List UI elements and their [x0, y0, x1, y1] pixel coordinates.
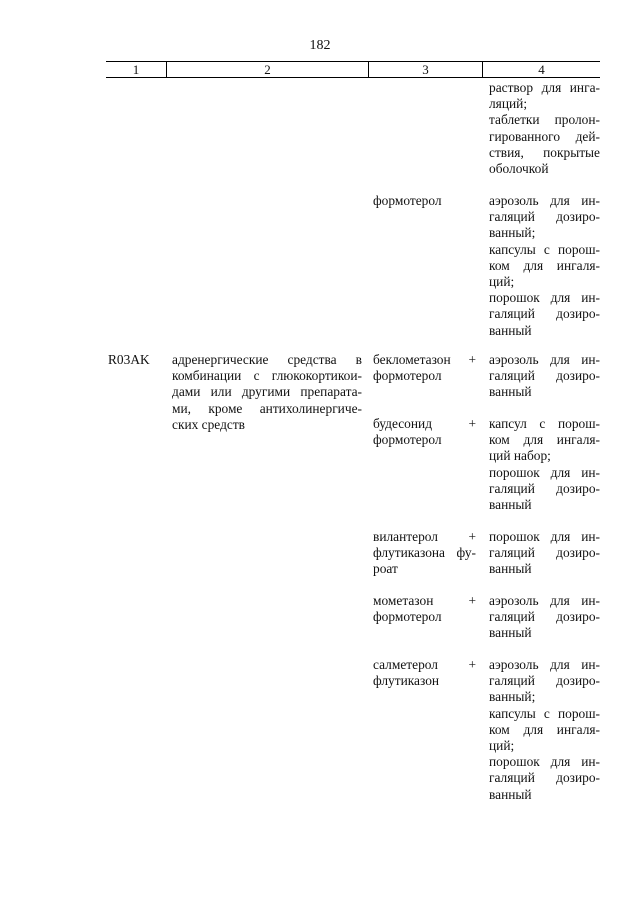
form-line: ванный; [489, 689, 536, 705]
form-line: аэрозоль для ин- [489, 657, 600, 672]
name-line: флутиказона фу- [373, 545, 476, 561]
form-line: порошок для ин- [489, 464, 600, 480]
header-col-3: 3 [422, 62, 429, 77]
drug-name-salmeterol-fluticasone [373, 657, 476, 689]
desc-line: комбинации с глюкокортикои- [172, 368, 362, 384]
drug-name-beclometasone-formoterol [373, 352, 476, 384]
drug-name-mometasone-formoterol [373, 593, 476, 625]
form-line: ком для ингаля- [489, 721, 600, 737]
form-line: таблетки пролон- [489, 112, 600, 128]
form-line: аэрозоль для ин- [489, 352, 600, 367]
form-line: ком для ингаля- [489, 257, 600, 273]
form-line: порошок для ин- [489, 529, 600, 544]
form-line: ванный [489, 786, 532, 802]
form-line: капсулы с порош- [489, 705, 600, 721]
form-line: раствор для инга- [489, 80, 600, 95]
form-line: ванный [489, 625, 532, 641]
name-line: салметерол + [373, 657, 476, 672]
form-line: галяций дозиро- [489, 209, 600, 225]
form-line: ванный [489, 561, 532, 577]
drug-name-formoterol: формотерол [373, 193, 442, 208]
dosage-forms-mometasone-formoterol [489, 593, 600, 642]
name-line: флутиказон [373, 673, 440, 689]
dosage-forms-vilanterol-fluticasone [489, 529, 600, 578]
form-line: ций; [489, 738, 515, 754]
form-line: аэрозоль для ин- [489, 593, 600, 608]
dosage-forms-budesonide-formoterol [489, 416, 600, 513]
form-line: аэрозоль для ин- [489, 193, 600, 208]
desc-line: ских средств [172, 416, 245, 432]
form-line: оболочкой [489, 161, 549, 177]
form-line: ляций; [489, 96, 528, 112]
page-number: 182 [309, 38, 331, 53]
form-line: ванный; [489, 225, 536, 241]
desc-line: дами или другими препарата- [172, 384, 362, 400]
desc-line: ми, кроме антихолинергиче- [172, 400, 362, 416]
form-line: гированного дей- [489, 128, 600, 144]
name-line: вилантерол + [373, 529, 476, 544]
drug-name-vilanterol-fluticasone [373, 529, 476, 578]
group-description-r03ak [172, 352, 362, 433]
name-line: роат [373, 561, 398, 577]
form-line: галяций дозиро- [489, 480, 600, 496]
dosage-forms-continued [489, 80, 600, 177]
name-line: будесонид + [373, 416, 476, 431]
form-line: ванный [489, 384, 532, 400]
name-line: формотерол [373, 368, 442, 384]
form-line: галяций дозиро- [489, 545, 600, 561]
desc-line: адренергические средства в [172, 352, 362, 367]
dosage-forms-beclometasone-formoterol [489, 352, 600, 401]
form-line: галяций дозиро- [489, 770, 600, 786]
atc-code-r03ak: R03AK [108, 352, 150, 367]
form-line: ций набор; [489, 448, 551, 464]
form-line: галяций дозиро- [489, 368, 600, 384]
form-line: порошок для ин- [489, 754, 600, 770]
name-line: мометазон + [373, 593, 476, 608]
header-bottom-rule [106, 77, 600, 78]
dosage-forms-formoterol [489, 193, 600, 339]
header-col-4: 4 [538, 62, 545, 77]
form-line: ствия, покрытые [489, 144, 600, 160]
form-line: ванный [489, 497, 532, 513]
name-line: беклометазон + [373, 352, 476, 367]
form-line: ком для ингаля- [489, 432, 600, 448]
form-line: капсул с порош- [489, 416, 600, 431]
form-line: ций; [489, 274, 515, 290]
form-line: порошок для ин- [489, 290, 600, 306]
form-line: капсулы с порош- [489, 241, 600, 257]
form-line: галяций дозиро- [489, 609, 600, 625]
header-col-2: 2 [264, 62, 271, 77]
name-line: формотерол [373, 432, 442, 448]
dosage-forms-salmeterol-fluticasone [489, 657, 600, 803]
drug-name-budesonide-formoterol [373, 416, 476, 448]
form-line: ванный [489, 322, 532, 338]
header-col-1: 1 [132, 62, 140, 77]
name-line: формотерол [373, 609, 442, 625]
form-line: галяций дозиро- [489, 306, 600, 322]
form-line: галяций дозиро- [489, 673, 600, 689]
